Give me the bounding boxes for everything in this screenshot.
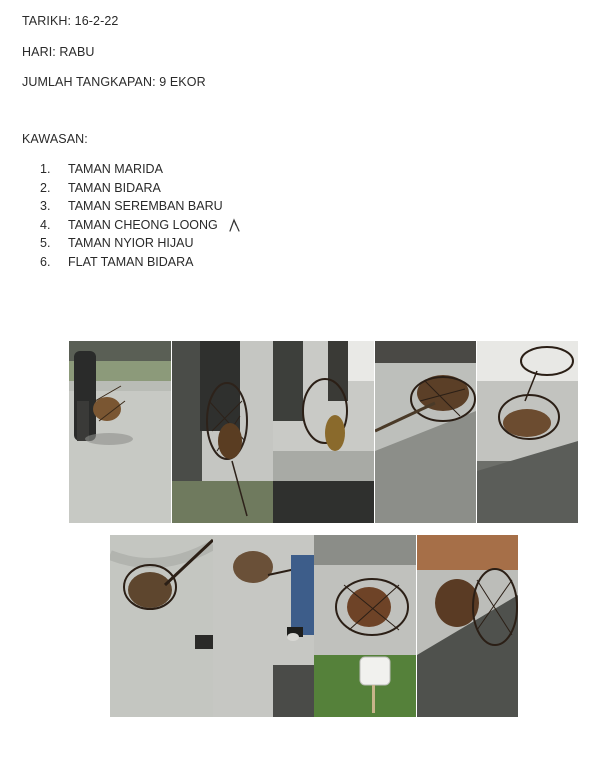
catch-photo-2: [172, 341, 273, 523]
list-number: 3.: [40, 199, 51, 214]
area-name: TAMAN SEREMBAN BARU: [68, 199, 223, 214]
list-item: [40, 160, 223, 179]
list-item: [40, 253, 223, 272]
catch-count-line: JUMLAH TANGKAPAN: 9 EKOR: [22, 75, 206, 89]
area-heading: KAWASAN:: [22, 132, 88, 146]
list-item: [40, 179, 223, 198]
handwritten-check-mark: [229, 218, 241, 232]
area-name: TAMAN BIDARA: [68, 180, 161, 195]
list-number: 6.: [40, 254, 51, 269]
date-line: TARIKH: 16-2-22: [22, 14, 119, 28]
catch-photo-5: [477, 341, 578, 523]
list-item: [40, 216, 223, 235]
catch-photo-9: [417, 535, 518, 717]
list-item: [40, 234, 223, 253]
catch-photo-3: [273, 341, 374, 523]
day-line: HARI: RABU: [22, 45, 95, 59]
area-name: TAMAN CHEONG LOONG: [68, 217, 218, 232]
catch-photo-6: [110, 535, 213, 717]
catch-photo-1: [69, 341, 171, 523]
area-name: TAMAN NYIOR HIJAU: [68, 236, 194, 251]
list-number: 5.: [40, 236, 51, 251]
list-number: 4.: [40, 217, 51, 232]
list-number: 2.: [40, 180, 51, 195]
catch-photo-8: [314, 535, 416, 717]
area-list: [40, 160, 223, 272]
area-name: FLAT TAMAN BIDARA: [68, 254, 194, 269]
catch-photo-4: [375, 341, 476, 523]
list-item: [40, 197, 223, 216]
list-number: 1.: [40, 162, 51, 176]
catch-photo-7: [213, 535, 314, 717]
area-name: TAMAN MARIDA: [68, 162, 163, 176]
